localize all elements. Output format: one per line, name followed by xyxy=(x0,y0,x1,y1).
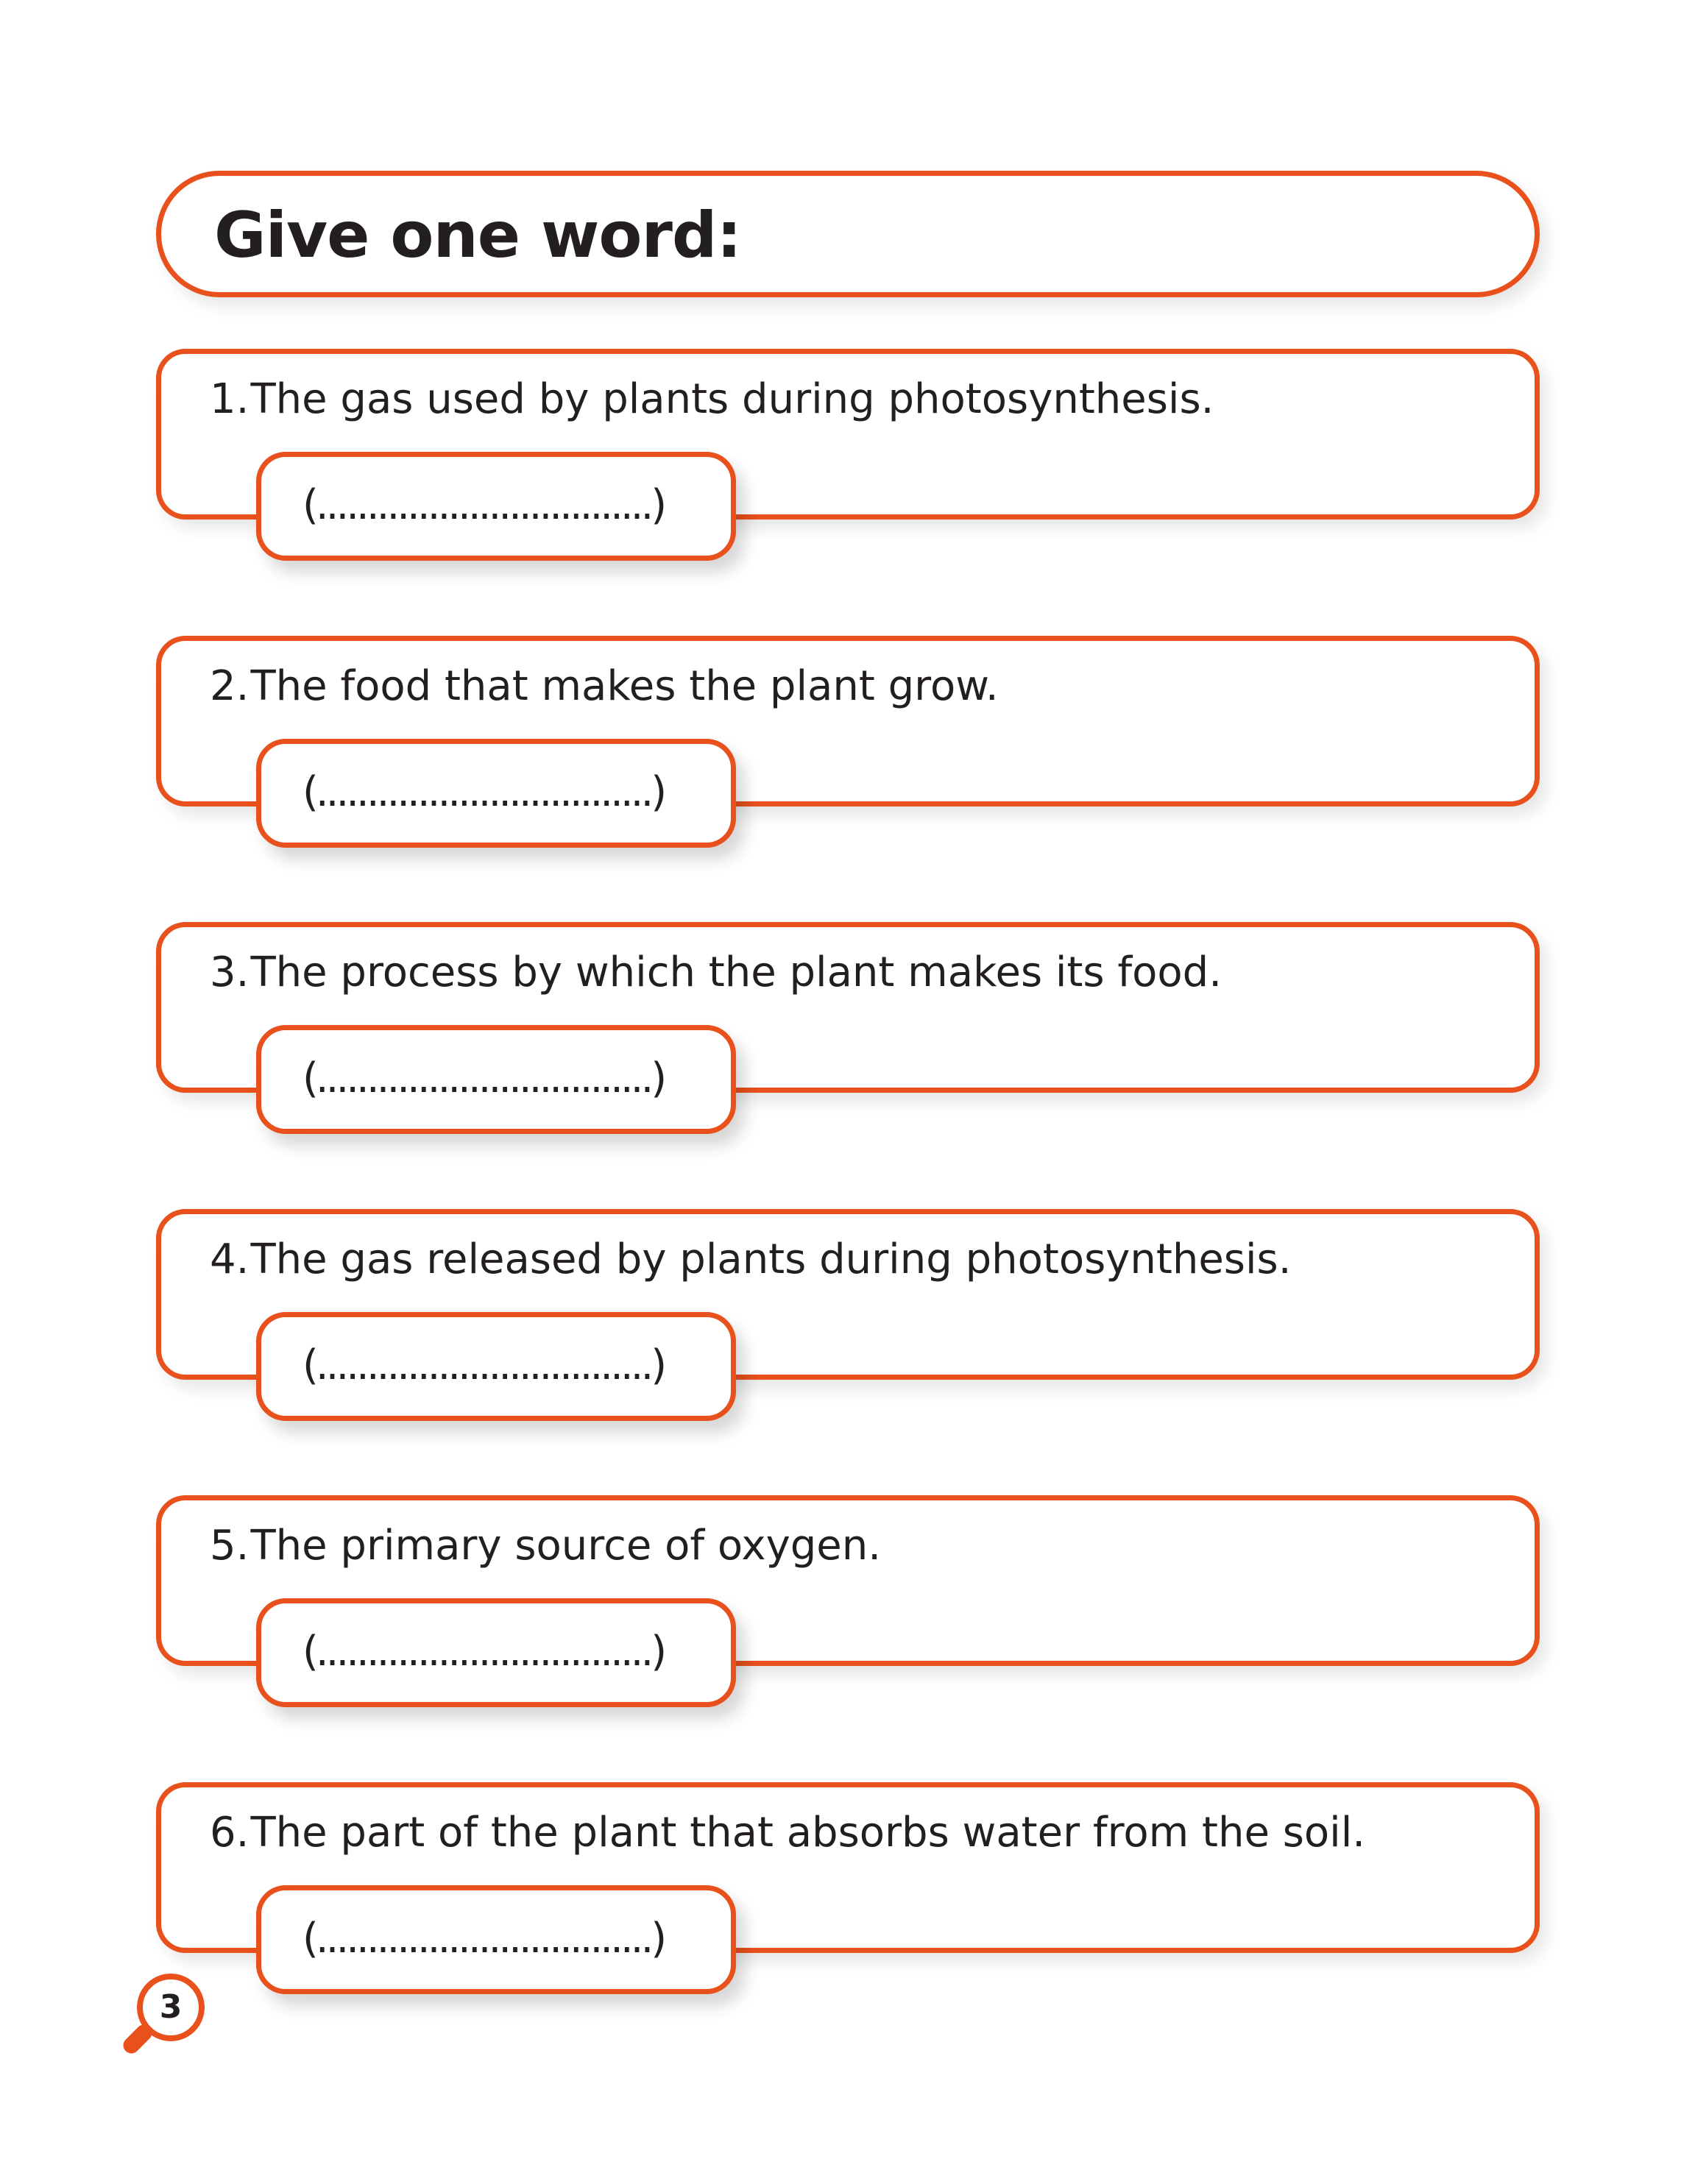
question-text xyxy=(210,1809,1366,1857)
answer-blank: (.................................) xyxy=(302,1341,665,1389)
answer-field[interactable] xyxy=(256,1885,736,1994)
question-number: 5. xyxy=(210,1522,250,1570)
question-item-1 xyxy=(156,349,1540,567)
answer-blank: (.................................) xyxy=(302,768,665,816)
question-prompt: The part of the plant that absorbs water from the soil. xyxy=(250,1809,1366,1857)
answer-field[interactable] xyxy=(256,1025,736,1134)
question-number: 2. xyxy=(210,662,250,710)
answer-blank: (.................................) xyxy=(302,1915,665,1963)
question-prompt: The primary source of oxygen. xyxy=(250,1522,882,1570)
question-prompt: The gas used by plants during photosynthesis. xyxy=(250,375,1214,423)
answer-blank: (.................................) xyxy=(302,1628,665,1676)
answer-field[interactable] xyxy=(256,452,736,561)
question-text xyxy=(210,662,999,710)
question-prompt: The food that makes the plant grow. xyxy=(250,662,999,710)
page-title: Give one word: xyxy=(214,199,741,272)
answer-blank: (.................................) xyxy=(302,1054,665,1102)
question-number: 3. xyxy=(210,949,250,996)
answer-blank: (.................................) xyxy=(302,481,665,529)
question-text xyxy=(210,1235,1292,1283)
question-item-3 xyxy=(156,922,1540,1140)
answer-field[interactable] xyxy=(256,1598,736,1707)
question-prompt: The process by which the plant makes its food. xyxy=(250,949,1222,996)
question-item-2 xyxy=(156,636,1540,854)
question-number: 6. xyxy=(210,1809,250,1857)
page-number-badge xyxy=(124,1974,205,2054)
question-number: 4. xyxy=(210,1235,250,1283)
question-text xyxy=(210,375,1214,423)
answer-field[interactable] xyxy=(256,1312,736,1421)
title-banner xyxy=(156,171,1540,297)
question-text xyxy=(210,949,1222,996)
question-item-5 xyxy=(156,1495,1540,1713)
question-item-6 xyxy=(156,1782,1540,2000)
page-number: 3 xyxy=(159,1988,183,2026)
question-prompt: The gas released by plants during photosynthesis. xyxy=(250,1235,1292,1283)
question-item-4 xyxy=(156,1209,1540,1427)
question-text xyxy=(210,1522,882,1570)
question-number: 1. xyxy=(210,375,250,423)
answer-field[interactable] xyxy=(256,739,736,848)
